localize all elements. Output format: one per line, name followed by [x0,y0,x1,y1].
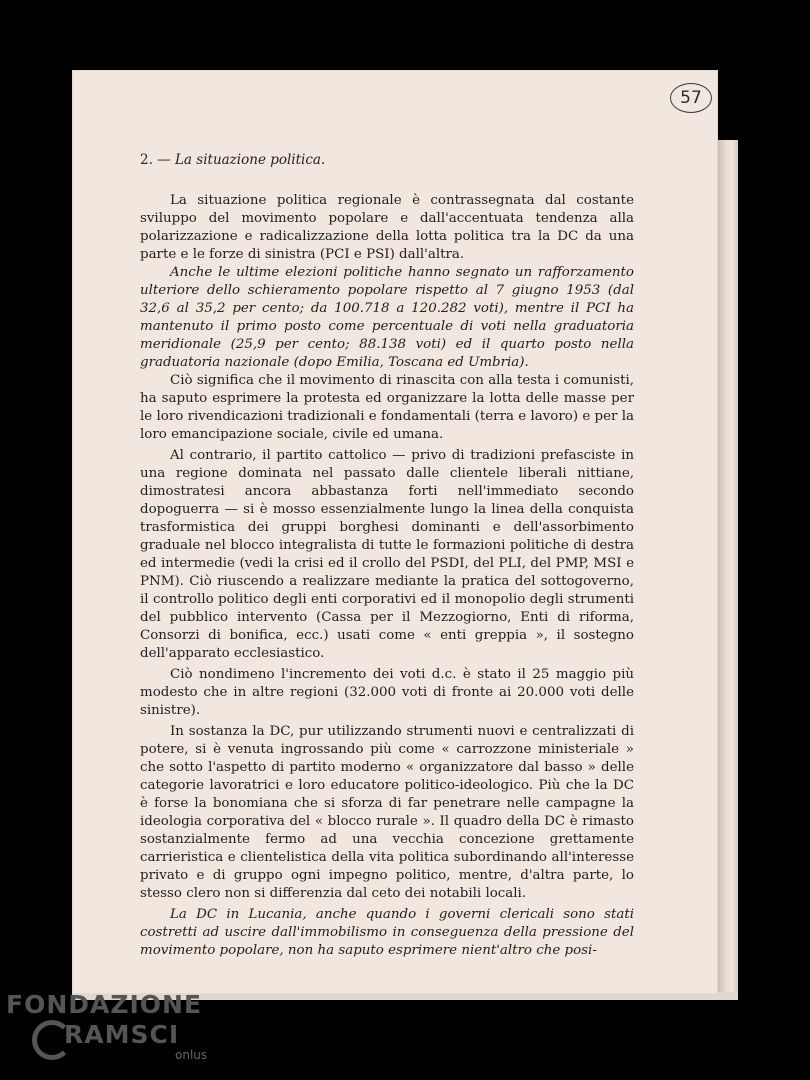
paragraph-7: La DC in Lucania, anche quando i governi clericali sono stati costretti ad uscire dall'immobilismo in conseguenza della pressione del movimento popolare, non ha saputo esprimere nient'altro che posi- [140,907,634,958]
page-number-stamp: 57 [670,83,712,113]
page-edge-shadow [718,140,738,1000]
watermark-line-1: FONDAZIONE [6,990,203,1019]
section-number: 2. — [140,152,171,168]
watermark-line-3: onlus [175,1048,208,1062]
fondazione-gramsci-watermark [0,990,230,1080]
section-name: La situazione politica. [174,152,326,168]
paragraph-2: Anche le ultime elezioni politiche hanno segnato un rafforzamento ulteriore dello schieramento popolare rispetto al 7 giugno 1953 (dal 32,6 al 35,2 per cento; da 100.718 a 120.282 voti), mentre il PCI ha mantenuto il primo posto come percentuale di voti nella graduatoria meridionale (25,9 per cento; 88.138 voti) ed il quarto posto nella graduatoria nazionale (dopo Emilia, Toscana ed Umbria). [140,265,634,370]
paragraph-3: Ciò significa che il movimento di rinascita con alla testa i comunisti, ha saputo esprimere la protesta ed organizzare la lotta delle masse per le loro rivendicazioni tradizionali e fondamentali (terra e lavoro) e per la loro emancipazione sociale, civile ed umana. [140,373,634,442]
paragraph-5: Ciò nondimeno l'incremento dei voti d.c. è stato il 25 maggio più modesto che in altre regioni (32.000 voti di fronte ai 20.000 voti delle sinistre). [140,667,634,718]
paragraph-1: La situazione politica regionale è contrassegnata dal costante sviluppo del movimento popolare e dall'accentuata tendenza alla polarizzazione e radicalizzazione della lotta politica tra la DC da una parte e le forze di sinistra (PCI e PSI) dall'altra. [140,193,634,262]
paragraph-6: In sostanza la DC, pur utilizzando strumenti nuovi e centralizzati di potere, si è venuta ingrossando più come « carrozzone ministeriale » che sotto l'aspetto di partito moderno « organizzatore dal basso » delle categorie lavoratrici e loro educatore politico-ideologico. Più che la DC è forse la bonomiana che si sforza di far penetrare nelle campagne la ideologia corporativa del « blocco rurale ». Il quadro della DC è rimasto sostanzialmente fermo ad una vecchia concezione grettamente carrieristica e clientelistica della vita politica subordinando all'interesse privato e di gruppo ogni impegno politico, mentre, d'altra parte, lo stesso clero non si differenzia dal ceto dei notabili locali. [140,724,634,901]
watermark-line-2: RAMSCI [64,1020,180,1049]
body-text [140,192,634,960]
section-title [140,152,325,168]
paragraph-4: Al contrario, il partito cattolico — privo di tradizioni prefasciste in una regione dominata nel passato dalle clientele liberali nittiane, dimostratesi ancora abbastanza forti nell'immediato secondo dopoguerra — si è mosso essenzialmente lungo la linea della conquista trasformistica dei gruppi borghesi dominanti e dell'assorbimento graduale nel blocco integralista di tutte le formazioni politiche di destra ed intermedie (vedi la crisi ed il crollo del PSDI, del PLI, del PMP, MSI e PNM). Ciò riuscendo a realizzare mediante la pratica del sottogoverno, il controllo politico degli enti corporativi ed il monopolio degli strumenti del pubblico intervento (Cassa per il Mezzogiorno, Enti di riforma, Consorzi di bonifica, ecc.) usati come « enti greppia », il sostegno dell'apparato ecclesiastico. [140,448,634,661]
